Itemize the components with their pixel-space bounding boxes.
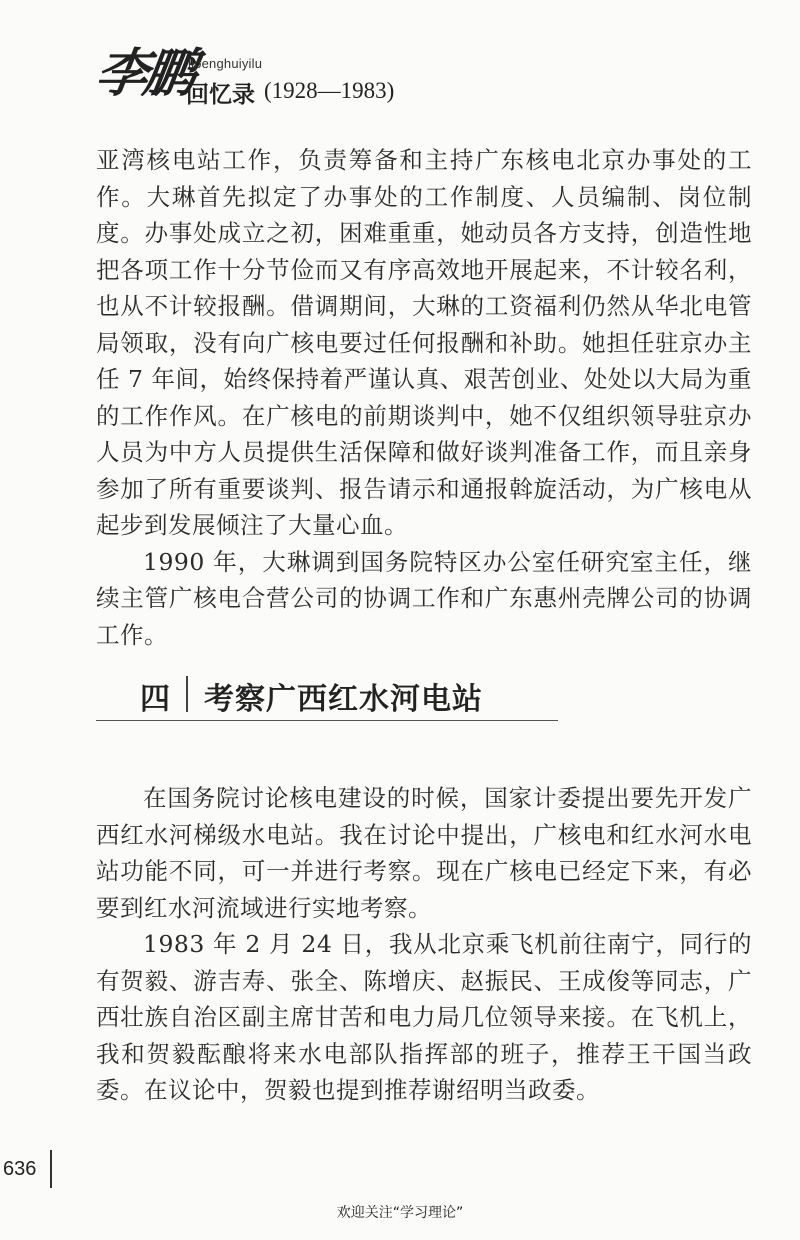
body-text-bottom [96, 780, 752, 1109]
header-pinyin: lipenghuiyilu [188, 56, 263, 71]
paragraph: 在国务院讨论核电建设的时候，国家计委提出要先开发广西红水河梯级水电站。我在讨论中提出，广核电和红水河水电站功能不同，可一并进行考察。现在广核电已经定下来，有必要到红水河流域进行实地考察。 [96, 784, 752, 922]
header-years: (1928—1983) [264, 78, 395, 103]
section-title [96, 672, 558, 721]
paragraph: 1983 年 2 月 24 日，我从北京乘飞机前往南宁，同行的有贺毅、游吉寿、张全、陈增庆、赵振民、王成俊等同志，广西壮族自治区副主席甘苦和电力局几位领导来接。在飞机上，我和贺毅酝酿将来水电部队指挥部的班子，推荐王干国当政委。在议论中，贺毅也提到推荐谢绍明当政委。 [96, 930, 752, 1104]
page-number: 636 [3, 1158, 37, 1180]
footer-note: 欢迎关注“学习理论” [336, 1205, 464, 1221]
header-memoir-label: 回忆录 [186, 82, 255, 108]
page-number-rule [50, 1150, 52, 1188]
paragraph: 1990 年，大琳调到国务院特区办公室任研究室主任，继续主管广核电合营公司的协调工作和广东惠州壳牌公司的协调工作。 [96, 547, 752, 649]
page-header [91, 43, 516, 114]
body-text-top [96, 142, 752, 653]
section-number: 四 [140, 682, 170, 717]
section-heading: 考察广西红水河电站 [204, 682, 483, 717]
section-divider [186, 676, 188, 712]
paragraph: 亚湾核电站工作，负责筹备和主持广东核电北京办事处的工作。大琳首先拟定了办事处的工作制度、人员编制、岗位制度。办事处成立之初，困难重重，她动员各方支持，创造性地把各项工作十分节俭而又有序高效地开展起来，不计较名利，也从不计较报酬。借调期间，大琳的工资福利仍然从华北电管局领取，没有向广核电要过任何报酬和补助。她担任驻京办主任 7 年间，始终保持着严谨认真、艰苦创业、处处以大局为重的工作作风。在广核电的前期谈判中，她不仅组织领导驻京办人员为中方人员提供生活保障和做好谈判准备工作，而且亲身参加了所有重要谈判、报告请示和通报斡旋活动，为广核电从起步到发展倾注了大量心血。 [96, 146, 752, 539]
calligraphy-signature: 李鹏 [91, 43, 197, 104]
